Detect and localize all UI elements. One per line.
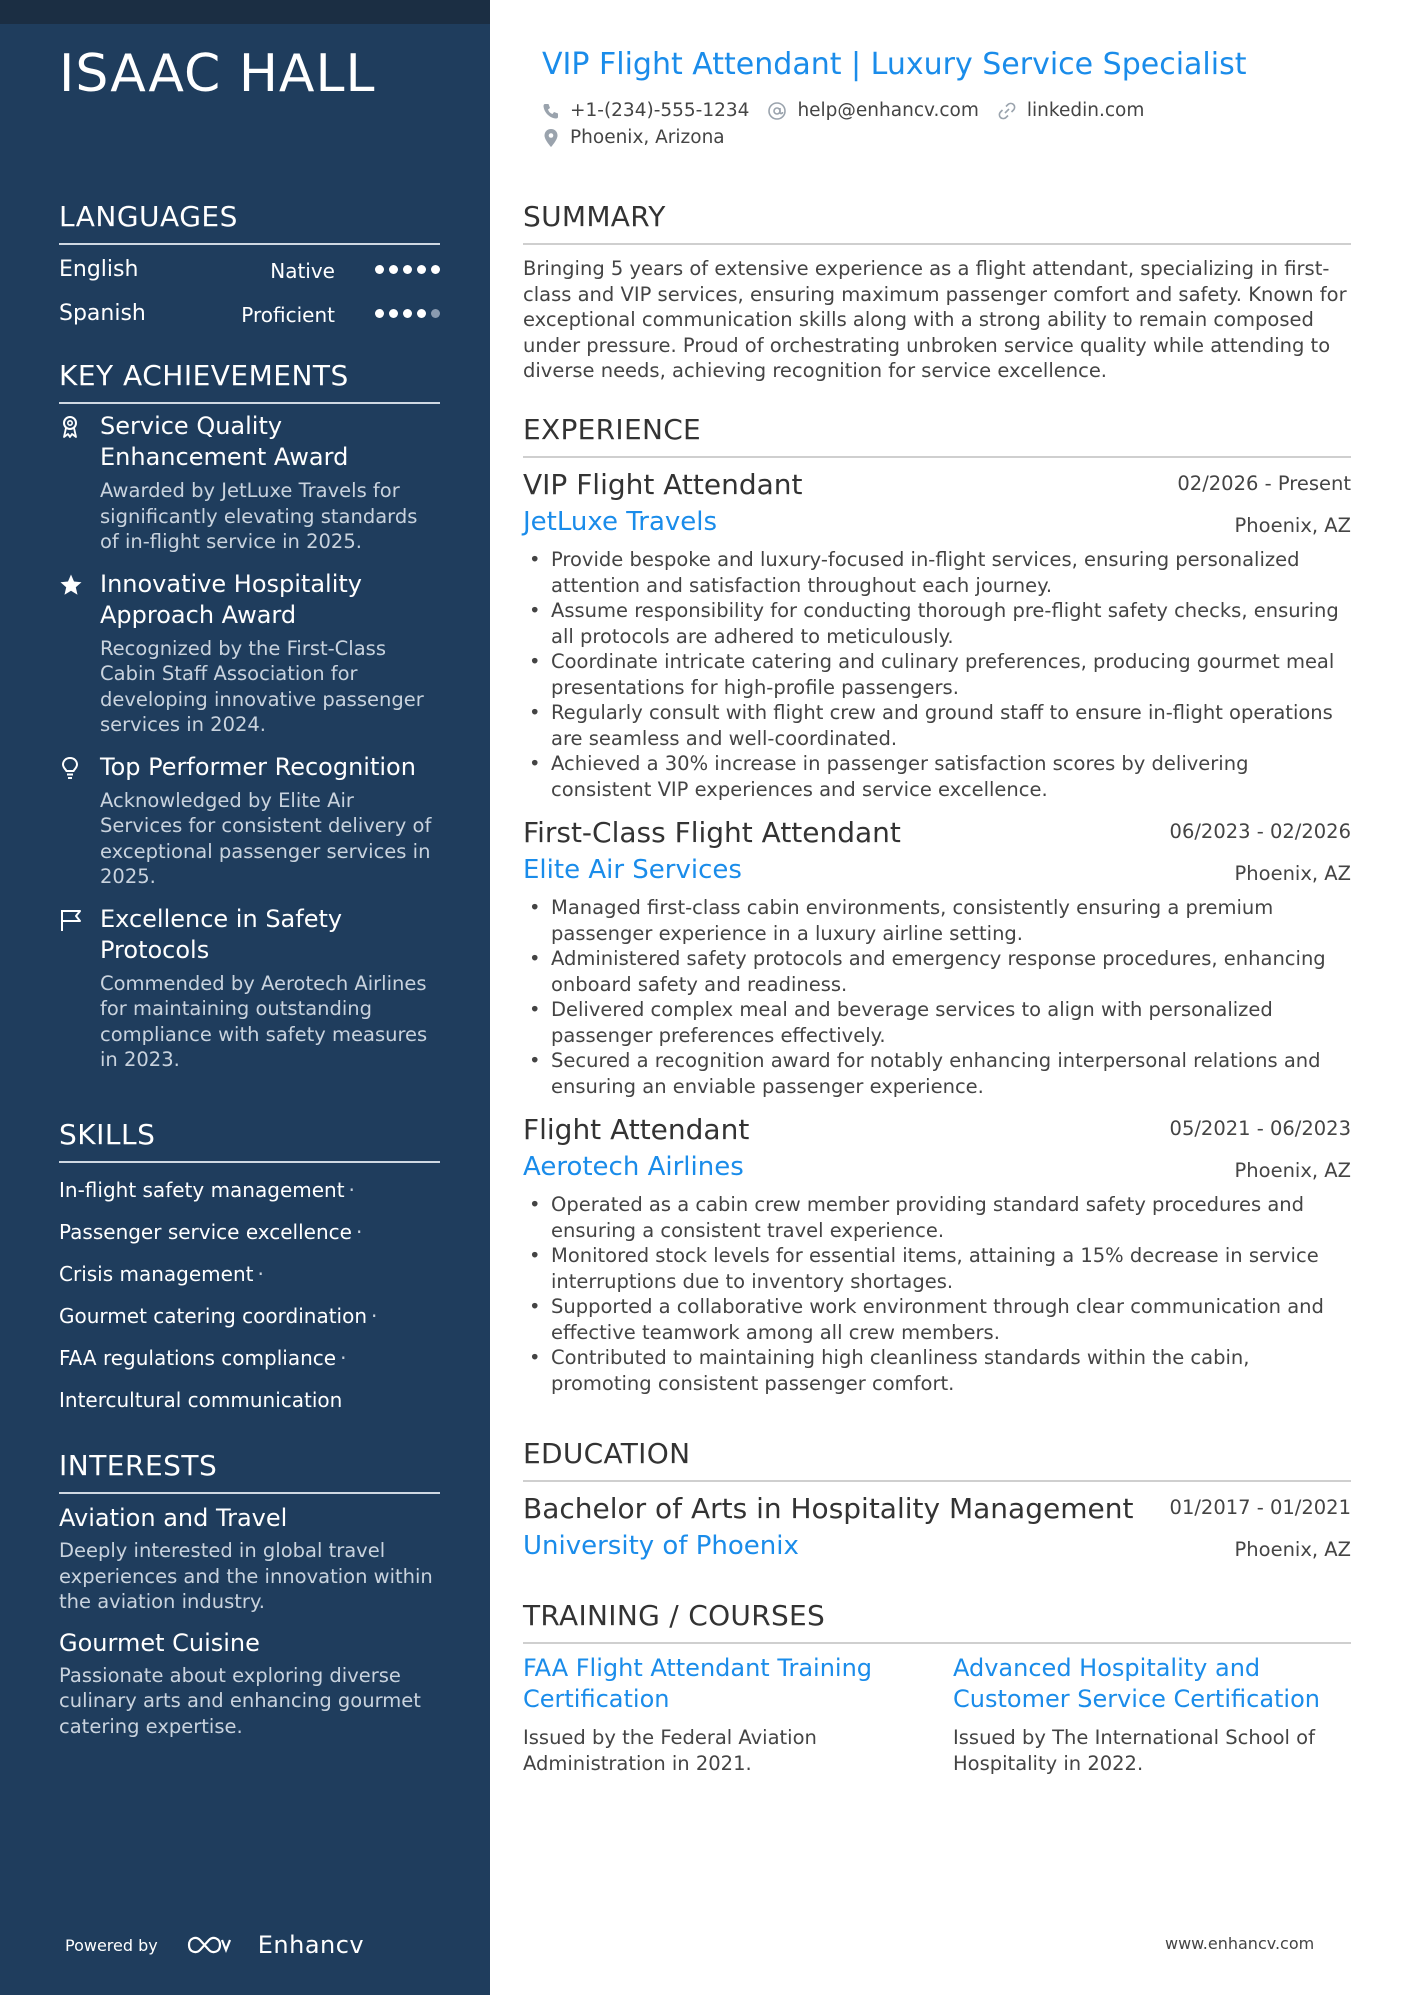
experience-bullet: • Provide bespoke and luxury-focused in-flight services, ensuring personalized attention and satisfaction throughout each journey. [523,547,1351,598]
training-heading: TRAINING / COURSES [523,1599,1351,1644]
experience-dates: 02/2026 - Present [1177,472,1351,495]
experience-role: Flight Attendant [523,1113,750,1146]
interest-title: Gourmet Cuisine [59,1628,260,1657]
experience-bullet: • Regularly consult with flight crew and ground staff to ensure in-flight operations are seamless and well-coordinated. [523,700,1351,751]
skill-item: Passenger service excellence · [59,1220,363,1244]
lightbulb-icon [59,756,83,780]
course-desc: Issued by The International School of Hospitality in 2022. [953,1726,1315,1775]
experience-role: VIP Flight Attendant [523,468,803,501]
rating-dot [431,309,440,318]
achievement-item [59,752,440,890]
skill-label: In-flight safety management [59,1178,345,1202]
language-row [59,289,440,333]
interest-desc: Passionate about exploring diverse culinary arts and enhancing gourmet catering expertise. [59,1663,421,1738]
website-link[interactable]: www.enhancv.com [1165,1934,1315,1953]
experience-item [523,816,1351,1099]
rating-dot [431,265,440,274]
language-name: English [59,257,139,282]
experience-item [523,1113,1351,1396]
experience-bullet: • Operated as a cabin crew member providing standard safety procedures and ensuring a consistent travel experience. [523,1192,1351,1243]
achievement-item [59,569,440,738]
training-section [523,1599,1351,1775]
sidebar-top-band [0,0,490,24]
contact-row [542,100,1144,121]
summary-section [523,200,1351,384]
experience-bullet: • Secured a recognition award for notably enhancing interpersonal relations and ensuring an enviable passenger experience. [523,1048,1351,1099]
experience-company: Elite Air Services [523,855,742,885]
education-school: University of Phoenix [523,1531,799,1561]
experience-location: Phoenix, AZ [1234,514,1351,537]
achievement-desc: Awarded by JetLuxe Travels for significantly elevating standards of in-flight service in 2025. [100,479,418,553]
language-level: Proficient [241,303,335,327]
language-name: Spanish [59,301,146,326]
language-rating [375,303,440,318]
phone-text: +1-(234)-555-1234 [570,100,750,121]
experience-bullets [523,1192,1351,1396]
interest-title: Aviation and Travel [59,1504,288,1532]
skill-item: In-flight safety management · [59,1178,355,1202]
achievement-title: Innovative Hospitality Approach Award [100,569,362,629]
at-icon [767,101,787,121]
skill-label: Gourmet catering coordination [59,1304,368,1328]
achievement-title: Service Quality Enhancement Award [100,412,349,471]
skill-item: FAA regulations compliance · [59,1346,347,1370]
achievement-desc: Commended by Aerotech Airlines for maintaining outstanding compliance with safety measures in 2023. [100,971,428,1071]
achievement-item [59,904,440,1073]
skills-section [59,1118,440,1421]
achievement-title: Excellence in Safety Protocols [100,904,343,964]
experience-bullet: • Contributed to maintaining high cleanliness standards within the cabin, promoting consistent passenger comfort. [523,1345,1351,1396]
interests-heading: INTERESTS [59,1449,440,1494]
experience-dates: 05/2021 - 06/2023 [1169,1117,1351,1140]
languages-section [59,200,440,333]
experience-bullet: • Coordinate intricate catering and culinary preferences, producing gourmet meal presentations for high-profile passengers. [523,649,1351,700]
rating-dot [389,309,398,318]
skill-label: Passenger service excellence [59,1220,352,1244]
skill-item [59,1379,440,1421]
summary-heading: SUMMARY [523,200,1351,245]
experience-item [523,468,1351,802]
skills-heading: SKILLS [59,1118,440,1163]
skills-list [59,1169,440,1421]
experience-company: JetLuxe Travels [523,507,718,537]
experience-role: First-Class Flight Attendant [523,816,901,849]
rating-dot [417,265,426,274]
course-desc: Issued by the Federal Aviation Administration in 2021. [523,1726,817,1775]
rating-dot [375,309,384,318]
skill-label: FAA regulations compliance [59,1346,337,1370]
education-location: Phoenix, AZ [1234,1538,1351,1561]
job-headline: VIP Flight Attendant | Luxury Service Specialist [542,47,1247,82]
achievement-desc: Acknowledged by Elite Air Services for consistent delivery of exceptional passenger services in 2025. [100,788,432,888]
experience-section [523,413,1351,1396]
experience-company: Aerotech Airlines [523,1152,744,1182]
language-level: Native [270,259,335,283]
experience-bullets [523,895,1351,1099]
skill-item: Crisis management · [59,1262,264,1286]
skill-label: Crisis management [59,1262,254,1286]
location-pin-icon [542,128,560,148]
experience-bullet: • Assume responsibility for conducting thorough pre-flight safety checks, ensuring all protocols are adhered to meticulously. [523,598,1351,649]
experience-heading: EXPERIENCE [523,413,1351,458]
phone-icon [542,102,560,120]
candidate-name: ISAAC HALL [59,44,376,104]
experience-bullet: • Administered safety protocols and emergency response procedures, enhancing onboard safety and readiness. [523,946,1351,997]
experience-bullet: • Managed first-class cabin environments, consistently ensuring a premium passenger experience in a luxury airline setting. [523,895,1351,946]
experience-location: Phoenix, AZ [1234,862,1351,885]
education-heading: EDUCATION [523,1437,1351,1482]
rating-dot [403,265,412,274]
achievement-item [59,411,440,555]
summary-text: Bringing 5 years of extensive experience as a flight attendant, specializing in first-class and VIP services, ensuring maximum passenger comfort and safety. Known for exceptional communication skills along with a strong ability to remain composed under pressure. Proud of orchestrating unbroken service quality while attending to diverse needs, achieving recognition for service excellence. [523,257,1347,382]
enhancv-logo-icon [186,1933,232,1957]
award-icon [59,415,83,439]
education-dates: 01/2017 - 01/2021 [1169,1496,1351,1519]
brand-name: Enhancv [257,1931,365,1959]
sidebar [0,0,490,1995]
education-degree: Bachelor of Arts in Hospitality Management [523,1492,1134,1525]
achievement-title: Top Performer Recognition [100,752,416,781]
interest-desc: Deeply interested in global travel experiences and the innovation within the aviation industry. [59,1539,433,1613]
star-icon [59,573,83,597]
interests-section [59,1449,440,1739]
email-link[interactable]: help@enhancv.com [797,100,979,121]
rating-dot [417,309,426,318]
experience-bullets [523,547,1351,802]
rating-dot [375,265,384,274]
language-row [59,245,440,289]
education-section [523,1437,1351,1561]
skill-item: Gourmet catering coordination · [59,1304,378,1328]
rating-dot [389,265,398,274]
education-item [523,1492,1351,1561]
experience-location: Phoenix, AZ [1234,1159,1351,1182]
achievement-desc: Recognized by the First-Class Cabin Staff Association for developing innovative passenger services in 2024. [100,636,424,736]
course-title: Advanced Hospitality and Customer Service Certification [953,1654,1320,1713]
experience-bullet: • Supported a collaborative work environment through clear communication and effective teamwork among all crew members. [523,1294,1351,1345]
flag-icon [59,908,83,932]
course-item [523,1653,923,1776]
course-item [953,1653,1353,1776]
experience-bullet: • Achieved a 30% increase in passenger satisfaction scores by delivering consistent VIP experiences and service excellence. [523,751,1351,802]
skill-label: Intercultural communication [59,1388,343,1412]
languages-heading: LANGUAGES [59,200,440,245]
achievements-heading: KEY ACHIEVEMENTS [59,359,440,404]
experience-bullet: • Monitored stock levels for essential items, attaining a 15% decrease in service interruptions due to inventory shortages. [523,1243,1351,1294]
language-rating [375,259,440,274]
experience-bullet: • Delivered complex meal and beverage services to align with personalized passenger preferences effectively. [523,997,1351,1048]
location-text: Phoenix, Arizona [570,127,725,148]
powered-by-label: Powered by [65,1935,158,1955]
location-row [542,127,725,148]
course-title: FAA Flight Attendant Training Certification [523,1654,873,1713]
powered-by [65,1931,364,1959]
achievements-section [59,359,440,1073]
linkedin-link[interactable]: linkedin.com [1026,100,1145,121]
rating-dot [403,309,412,318]
link-icon [997,101,1017,121]
experience-dates: 06/2023 - 02/2026 [1169,820,1351,843]
